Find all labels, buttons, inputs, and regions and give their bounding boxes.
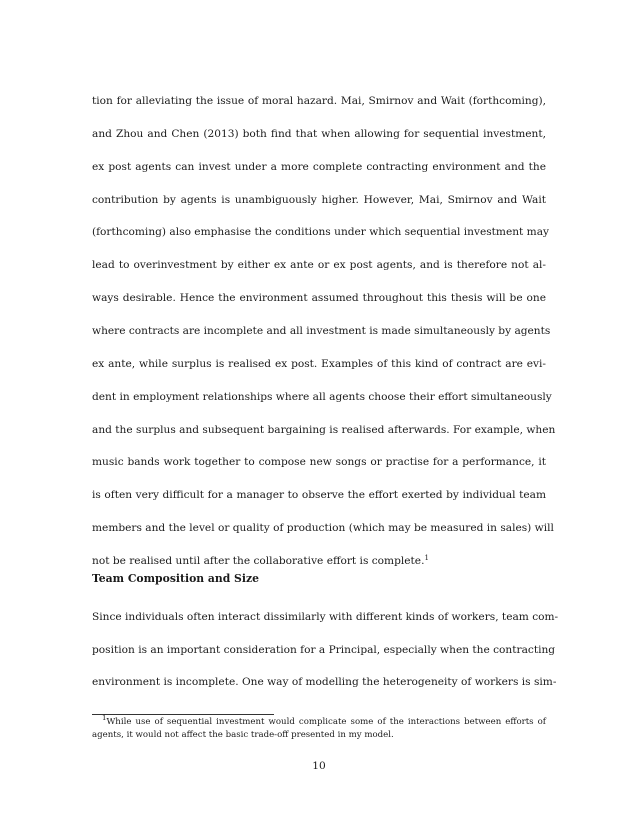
text-line	[92, 324, 551, 338]
text-line	[92, 521, 554, 535]
text-line-content: ways desirable. Hence the environment assumed throughout this thesis will be one	[92, 292, 546, 305]
text-line-content: lead to overinvestment by either ex ante or ex post agents, and is therefore not al-	[92, 259, 546, 272]
text-line-content: and the surplus and subsequent bargaining is realised afterwards. For example, when	[92, 423, 556, 436]
text-line-content: and Zhou and Chen (2013) both find that when allowing for sequential investment,	[92, 127, 546, 140]
text-line	[92, 488, 546, 502]
footnote-reference[interactable]: 1	[424, 553, 429, 562]
text-line	[92, 357, 546, 371]
text-line-content: ex ante, while surplus is realised ex post. Examples of this kind of contract are evi-	[92, 357, 546, 370]
text-line-content: not be realised until after the collaborative effort is complete.	[92, 554, 425, 567]
text-line	[92, 643, 556, 657]
text-line	[92, 675, 557, 689]
text-line	[92, 455, 546, 469]
text-line-content: position is an important consideration for a Principal, especially when the contracting	[92, 643, 556, 656]
text-line	[92, 390, 552, 404]
footnote-number: 1	[102, 714, 107, 722]
text-line	[92, 160, 546, 174]
text-line	[92, 193, 546, 207]
text-line-content: members and the level or quality of production (which may be measured in sales) will	[92, 522, 554, 535]
text-line-content: While use of sequential investment would complicate some of the interactions between efforts of	[106, 717, 546, 727]
text-line-content: Since individuals often interact dissimilarly with different kinds of workers, team com-	[92, 611, 559, 623]
text-line	[92, 423, 556, 437]
text-line	[92, 291, 546, 305]
text-line-content: where contracts are incomplete and all investment is made simultaneously by agents	[92, 324, 551, 337]
text-line-content: dent in employment relationships where all agents choose their effort simultaneously	[92, 390, 552, 403]
text-line	[92, 94, 546, 108]
text-line	[92, 610, 559, 624]
footnote-rule	[92, 714, 274, 715]
text-line-content: is often very difficult for a manager to observe the effort exerted by individual team	[92, 489, 546, 502]
page-number: 10	[312, 760, 326, 772]
text-line-content: music bands work together to compose new songs or practise for a performance, it	[92, 456, 546, 469]
text-line	[92, 729, 546, 741]
text-line	[92, 225, 550, 239]
text-line-content: tion for alleviating the issue of moral hazard. Mai, Smirnov and Wait (forthcoming),	[92, 95, 546, 107]
text-line	[92, 258, 546, 272]
text-line-content: contribution by agents is unambiguously higher. However, Mai, Smirnov and Wait	[92, 193, 546, 206]
text-line	[92, 127, 546, 141]
text-line-content: ex post agents can invest under a more complete contracting environment and the	[92, 160, 546, 173]
section-heading: Team Composition and Size	[92, 572, 259, 585]
text-line-content: agents, it would not affect the basic trade-off presented in my model.	[92, 730, 394, 740]
text-line-content: (forthcoming) also emphasise the conditions under which sequential investment may	[92, 226, 550, 239]
text-line	[92, 716, 546, 728]
text-line-content: environment is incomplete. One way of modelling the heterogeneity of workers is sim-	[92, 676, 557, 688]
text-line	[92, 554, 546, 568]
